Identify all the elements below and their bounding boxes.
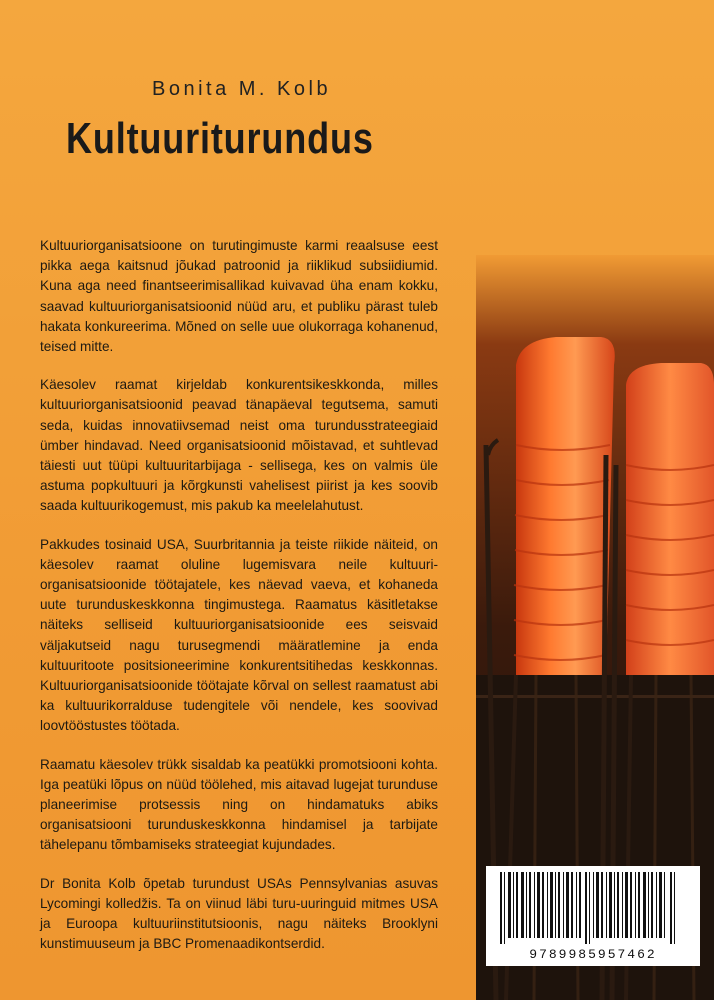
author-name: Bonita M. Kolb [152,78,332,100]
blurb-paragraph: Käesolev raamat kirjeldab konkurentsikeskkonda, milles kultuuriorganisatsioonid peavad tänapäeval tegutsema, samuti seda, kuidas innovatiivsemad neist oma turundusstrateegiaid ümber hindavad. Need organisatsioonid mõistavad, et suhtlevad täiesti uut tüüpi kultuuritarbijaga - sellisega, kes on valmis üle astuma popkultuuri ja kõrgkunsti vahelisest piirist ja kes soovib saada kultuurikogemust, mis pakub ka meelelahutust. [40,377,438,514]
blurb-paragraph: Pakkudes tosinaid USA, Suurbritannia ja teiste riikide näiteid, on käesolev raamat oluline lugemisvara neile kultuuri-organisatsioonide töötajatele, kes näevad vaeva, et kohaneda uute turunduskeskkonna tingimustega. Raamatus käsitletakse näiteks selliseid kultuuriorganisatsioonide ees seisvaid väljakutseid nagu turusegmendi määratlemine ja enda kultuuritoote positsioneerimine konkurentsitihedas keskkonnas. Kultuuriorganisatsioonide töötajate kõrval on sellest raamatust abi ka kultuurikorralduse tudengitele või nendele, kes soovivad loovtööstustes töötada. [40,536,438,734]
blurb-paragraph: Raamatu käesolev trükk sisaldab ka peatükki promotsiooni kohta. Iga peatüki lõpus on nüüd töölehed, mis aitavad lugejat turunduse planeerimise protsessis ning on hindamatuks abiks organisatsiooni turunduskeskkonna hindamisel ja tarbijate tähelepanu tõmbamiseks strateegiat kujundades. [40,756,438,853]
barcode-bars [486,872,700,952]
book-title: Kultuuriturundus [66,114,374,163]
blurb-text [40,236,438,973]
isbn-barcode [486,866,700,966]
blurb-paragraph: Dr Bonita Kolb õpetab turundust USAs Pennsylvanias asuvas Lycomingi kolledžis. Ta on viinud läbi turu-uuringuid mitmes USA ja Euroopa kultuuriinstitutsioonis, nagu näiteks Brooklyni kunstimuuseum ja BBC Promenaadikontserdid. [40,875,438,952]
blurb-paragraph: Kultuuriorganisatsioone on turutingimuste karmi reaalsuse eest pikka aega kaitsnud jõukad patroonid ja riiklikud subsiidiumid. Kuna aga need finantseerimisallikad kuivavad üha enam kokku, saavad kultuuriorganisatsioonid nüüd aru, et publiku pärast tuleb hakata konkureerima. Mõned on selle uue olukorraga kohanenud, teised mitte. [40,238,438,355]
isbn-number: 9789985957462 [529,947,657,962]
